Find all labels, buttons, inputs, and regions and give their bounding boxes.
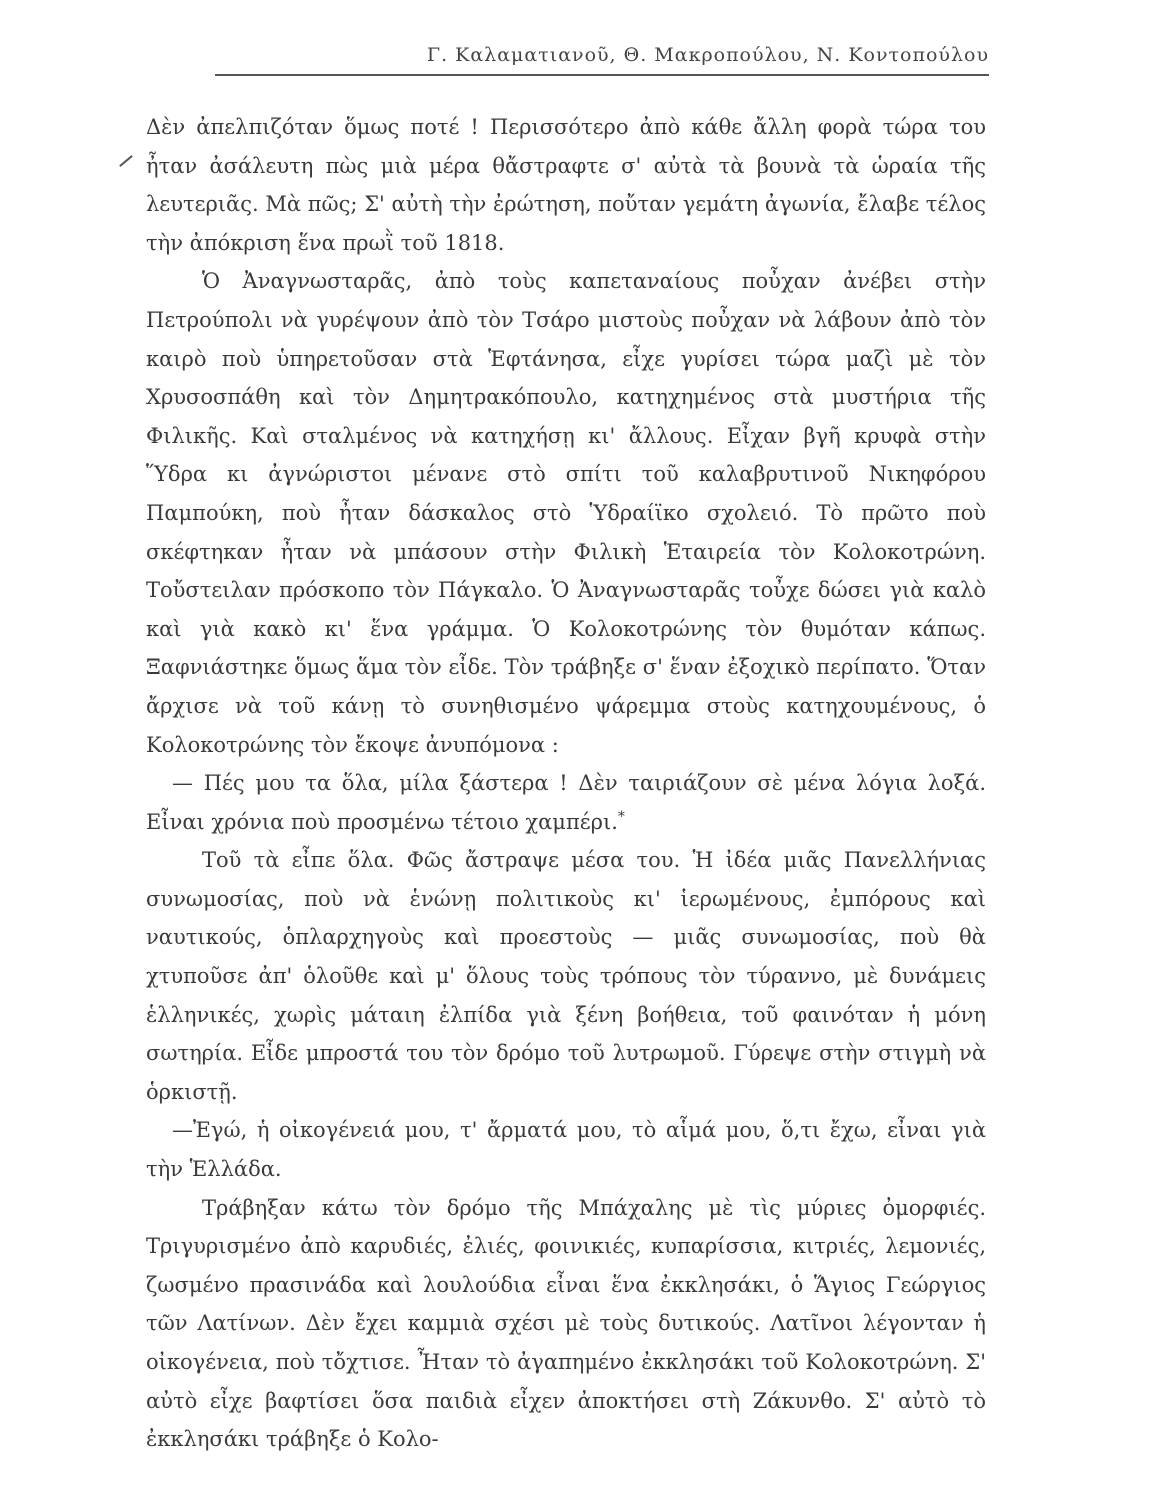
paragraph-3-text: — Πές μου τα ὅλα, μίλα ξάστερα ! Δὲν ταιριάζουν σὲ μένα λόγια λοξά. Εἶναι χρόνια ποὺ προσμένω τέτοιο χαμπέρι. bbox=[146, 771, 986, 834]
paragraph-1: Δὲν ἀπελπιζόταν ὅμως ποτέ ! Περισσότερο ἀπὸ κάθε ἄλλη φορὰ τώρα του ἦταν ἀσάλευτη πὼς μιὰ μέρα θἄστραφτε σ' αὐτὰ τὰ βουνὰ τὰ ὡραία τῆς λευτεριᾶς. Μὰ πῶς; Σ' αὐτὴ τὴν ἐρώτηση, ποὔταν γεμάτη ἀγωνία, ἔλαβε τέλος τὴν ἀπόκριση ἕνα πρωῒ τοῦ 1818. bbox=[146, 115, 986, 255]
paragraph-5-dialog: —Ἐγώ, ἡ οἰκογένειά μου, τ' ἄρματά μου, τὸ αἷμά μου, ὅ,τι ἔχω, εἶναι γιὰ τὴν Ἑλλάδα. bbox=[146, 1118, 986, 1182]
running-head: Γ. Καλαματιανοῦ, Θ. Μακροπούλου, Ν. Κοντοπούλου bbox=[426, 44, 989, 66]
footnote-marker: * bbox=[617, 808, 625, 825]
paragraph-3-dialog bbox=[146, 764, 986, 841]
header-rule bbox=[215, 74, 989, 76]
paragraph-4: Τοῦ τὰ εἶπε ὅλα. Φῶς ἄστραψε μέσα του. Ἡ ἰδέα μιᾶς Πανελλήνιας συνωμοσίας, ποὺ νὰ ἑνώνῃ πολιτικοὺς κι' ἱερωμένους, ἐμπόρους καὶ ναυτικούς, ὁπλαρχηγοὺς καὶ προεστοὺς — μιᾶς συνωμοσίας, ποὺ θὰ χτυποῦσε ἀπ' ὁλοῦθε καὶ μ' ὅλους τοὺς τρόπους τὸν τύραννο, μὲ δυνάμεις ἑλληνικές, χωρὶς μάταιη ἐλπίδα γιὰ ξένη βοήθεια, τοῦ φαινόταν ἡ μόνη σωτηρία. Εἶδε μπροστά του τὸν δρόμο τοῦ λυτρωμοῦ. Γύρεψε στὴν στιγμὴ νὰ ὁρκιστῇ. bbox=[146, 848, 986, 1104]
paragraph-6: Τράβηξαν κάτω τὸν δρόμο τῆς Μπάχαλης μὲ τὶς μύριες ὀμορφιές. Τριγυρισμένο ἀπὸ καρυδιές, ἐλιές, φοινικιές, κυπαρίσσια, κιτριές, λεμονιές, ζωσμένο πρασινάδα καὶ λουλούδια εἶναι ἕνα ἐκκλησάκι, ὁ Ἅγιος Γεώργιος τῶν Λατίνων. Δὲν ἔχει καμμιὰ σχέσι μὲ τοὺς δυτικούς. Λατῖνοι λέγονταν ἡ οἰκογένεια, ποὺ τὄχτισε. Ἦταν τὸ ἀγαπημένο ἐκκλησάκι τοῦ Κολοκοτρώνη. Σ' αὐτὸ εἶχε βαφτίσει ὅσα παιδιὰ εἶχεν ἀποκτήσει στὴ Ζάκυνθο. Σ' αὐτὸ τὸ ἐκκλησάκι τράβηξε ὁ Κολο- bbox=[146, 1195, 986, 1452]
paragraph-2: Ὁ Ἀναγνωσταρᾶς, ἀπὸ τοὺς καπεταναίους ποὖχαν ἀνέβει στὴν Πετρούπολι νὰ γυρέψουν ἀπὸ τὸν Τσάρο μιστοὺς ποὖχαν νὰ λάβουν ἀπὸ τὸν καιρὸ ποὺ ὑπηρετοῦσαν στὰ Ἑφτάνησα, εἶχε γυρίσει τώρα μαζὶ μὲ τὸν Χρυσοσπάθη καὶ τὸν Δημητρακόπουλο, κατηχημένος στὰ μυστήρια τῆς Φιλικῆς. Καὶ σταλμένος νὰ κατηχήσῃ κι' ἄλλους. Εἶχαν βγῆ κρυφὰ στὴν Ὕδρα κι ἀγνώριστοι μένανε στὸ σπίτι τοῦ καλαβρυτινοῦ Νικηφόρου Παμπούκη, ποὺ ἦταν δάσκαλος στὸ Ὑδραίϊκο σχολειό. Τὸ πρῶτο ποὺ σκέφτηκαν ἦταν νὰ μπάσουν στὴν Φιλικὴ Ἑταιρεία τὸν Κολοκοτρώνη. Τοὔστειλαν πρόσκοπο τὸν Πάγκαλο. Ὁ Ἀναγνωσταρᾶς τοὖχε δώσει γιὰ καλὸ καὶ γιὰ κακὸ κι' ἕνα γράμμα. Ὁ Κολοκοτρώνης τὸν θυμόταν κάπως. Ξαφνιάστηκε ὅμως ἅμα τὸν εἶδε. Τὸν τράβηξε σ' ἕναν ἐξοχικὸ περίπατο. Ὅταν ἄρχισε νὰ τοῦ κάνῃ τὸ συνηθισμένο ψάρεμμα στοὺς κατηχουμένους, ὁ Κολοκοτρώνης τὸν ἔκοψε ἀνυπόμονα : bbox=[146, 269, 986, 757]
margin-mark bbox=[119, 155, 133, 167]
body-text bbox=[146, 108, 986, 1459]
page-header bbox=[215, 44, 989, 76]
